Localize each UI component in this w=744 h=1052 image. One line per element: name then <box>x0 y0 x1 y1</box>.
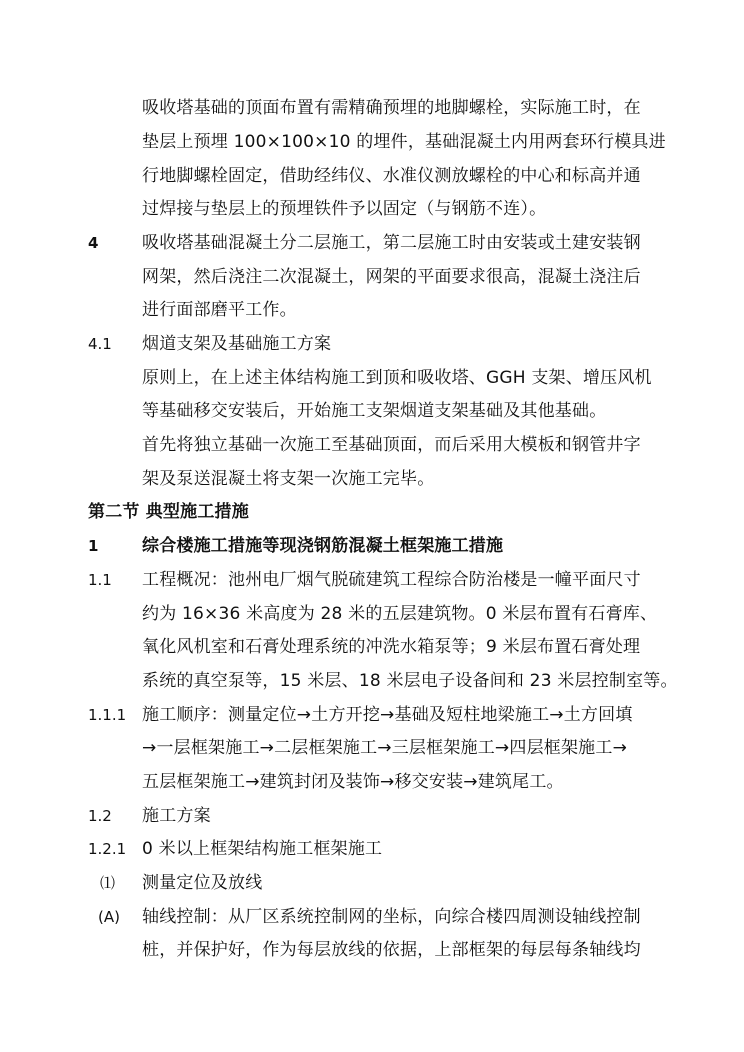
chapter-heading: 第二节 典型施工措施 <box>88 502 249 522</box>
list-marker: ⑴ <box>100 874 116 892</box>
text-line: 施工顺序：测量定位→土方开挖→基础及短柱地梁施工→土方回填 <box>142 705 633 725</box>
section-number: 1.1.1 <box>88 706 127 724</box>
section-heading: 烟道支架及基础施工方案 <box>142 334 332 354</box>
text-line: 首先将独立基础一次施工至基础顶面，而后采用大模板和钢管井字 <box>142 435 641 455</box>
text-line: 约为 16×36 米高度为 28 米的五层建筑物。0 米层布置有石膏库、 <box>142 604 658 624</box>
section-number: 1 <box>88 537 99 555</box>
section-heading: 综合楼施工措施等现浇钢筋混凝土框架施工措施 <box>142 536 504 556</box>
section-number: 1.2 <box>88 807 112 825</box>
section-heading: 施工方案 <box>142 806 211 826</box>
text-line: 吸收塔基础的顶面布置有需精确预埋的地脚螺栓，实际施工时，在 <box>142 98 641 118</box>
section-number: 1.2.1 <box>88 840 127 858</box>
section-number: 4 <box>88 234 99 252</box>
text-line: 架及泵送混凝土将支架一次施工完毕。 <box>142 469 435 489</box>
section-number: 1.1 <box>88 571 112 589</box>
list-marker: (A) <box>98 908 120 926</box>
text-line: 网架，然后浇注二次混凝土，网架的平面要求很高，混凝土浇注后 <box>142 267 641 287</box>
text-line: 氧化风机室和石膏处理系统的冲洗水箱泵等；9 米层布置石膏处理 <box>142 637 641 657</box>
text-line: 五层框架施工→建筑封闭及装饰→移交安装→建筑尾工。 <box>142 772 564 792</box>
section-number: 4.1 <box>88 335 112 353</box>
text-line: 工程概况：池州电厂烟气脱硫建筑工程综合防治楼是一幢平面尺寸 <box>142 570 641 590</box>
text-line: 测量定位及放线 <box>142 873 263 893</box>
text-line: 桩，并保护好，作为每层放线的依据，上部框架的每层每条轴线均 <box>142 940 641 960</box>
text-line: 轴线控制：从厂区系统控制网的坐标，向综合楼四周测设轴线控制 <box>142 907 641 927</box>
text-line: →一层框架施工→二层框架施工→三层框架施工→四层框架施工→ <box>142 738 628 758</box>
text-line: 垫层上预埋 100×100×10 的埋件，基础混凝土内用两套环行模具进 <box>142 132 666 152</box>
text-line: 等基础移交安装后，开始施工支架烟道支架基础及其他基础。 <box>142 401 607 421</box>
text-line: 进行面部磨平工作。 <box>142 300 297 320</box>
text-line: 吸收塔基础混凝土分二层施工，第二层施工时由安装或土建安装钢 <box>142 233 641 253</box>
text-line: 原则上，在上述主体结构施工到顶和吸收塔、GGH 支架、增压风机 <box>142 368 652 388</box>
text-line: 行地脚螺栓固定，借助经纬仪、水准仪测放螺栓的中心和标高并通 <box>142 166 641 186</box>
text-line: 系统的真空泵等，15 米层、18 米层电子设备间和 23 米层控制室等。 <box>142 671 678 691</box>
text-line: 过焊接与垫层上的预埋铁件予以固定（与钢筋不连）。 <box>142 199 547 219</box>
section-heading: 0 米以上框架结构施工框架施工 <box>142 839 383 859</box>
